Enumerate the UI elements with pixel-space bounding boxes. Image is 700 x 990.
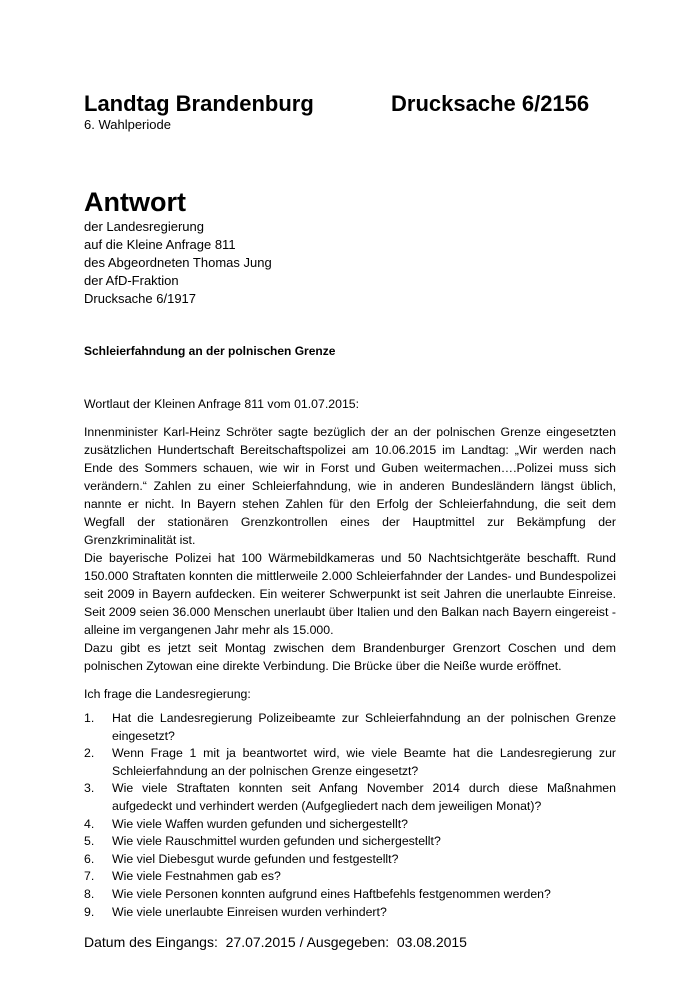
meta-line: auf die Kleine Anfrage 811	[84, 237, 236, 252]
body-paragraph: Dazu gibt es jetzt seit Montag zwischen dem Brandenburger Grenzort Coschen und dem polnischen Zytowan eine direkte Verbindung. Die Brücke über die Neiße wurde eröffnet.	[84, 641, 616, 673]
question-number: 6.	[84, 851, 95, 866]
question-text: Wie viele unerlaubte Einreisen wurden verhindert?	[112, 904, 387, 919]
question-list	[84, 710, 616, 921]
meta-line: Drucksache 6/1917	[84, 291, 197, 306]
meta-line: der Landesregierung	[84, 219, 204, 234]
antwort-meta	[84, 218, 272, 308]
question-number: 8.	[84, 886, 95, 901]
body-paragraph: Innenminister Karl-Heinz Schröter sagte bezüglich der an der polnischen Grenze eingesetzten zusätzlichen Hundertschaft Bereitschaftspolizei am 10.06.2015 im Landtag: „Wir werden nach Ende des Sommers schauen, wie wir in Forst und Guben weitermachen….Polizei muss sich verändern.“ Zahlen zu einer Schleierfahndung, wie in anderen Bundesländern längst üblich, nannte er nicht. In Bayern stehen Zahlen für den Erfolg der Schleierfahndung, die seit dem Wegfall der stationären Grenzkontrollen eines der Hauptmittel zur Bekämpfung der Grenzkriminalität ist.	[84, 425, 616, 547]
meta-line: des Abgeordneten Thomas Jung	[84, 255, 272, 270]
question-item	[84, 868, 616, 886]
question-number: 3.	[84, 781, 95, 796]
question-number: 5.	[84, 834, 95, 849]
question-number: 4.	[84, 816, 95, 831]
question-item	[84, 851, 616, 869]
question-text: Wie viele Festnahmen gab es?	[112, 869, 281, 884]
question-item	[84, 833, 616, 851]
wahlperiode: 6. Wahlperiode	[84, 117, 171, 132]
question-text: Wie viele Personen konnten aufgrund eines Haftbefehls festgenommen werden?	[112, 886, 551, 901]
question-item	[84, 816, 616, 834]
drucksache-number: Drucksache 6/2156	[391, 91, 590, 116]
question-item	[84, 710, 616, 745]
question-item	[84, 745, 616, 780]
question-text: Wie viel Diebesgut wurde gefunden und festgestellt?	[112, 851, 399, 866]
question-item	[84, 886, 616, 904]
parliament-title: Landtag Brandenburg	[84, 91, 314, 116]
question-number: 9.	[84, 904, 95, 919]
question-text: Wie viele Waffen wurden gefunden und sichergestellt?	[112, 816, 408, 831]
body-text	[84, 423, 616, 675]
question-text: Hat die Landesregierung Polizeibeamte zur Schleierfahndung an der polnischen Grenze eingesetzt?	[112, 711, 616, 743]
body-paragraph: Die bayerische Polizei hat 100 Wärmebildkameras und 50 Nachtsichtgeräte beschafft. Rund 150.000 Straftaten konnten die mittlerweile 2.000 Schleierfahnder der Landes- und Bundespolizei seit 2009 in Bayern aufdecken. Ein weiterer Schwerpunkt ist seit Jahren die unerlaubte Einreise. Seit 2009 seien 36.000 Menschen unerlaubt über Italien und den Balkan nach Bayern eingereist - alleine im vergangenen Jahr mehr als 15.000.	[84, 551, 616, 637]
footer-dates: Datum des Eingangs: 27.07.2015 / Ausgegeben: 03.08.2015	[84, 934, 467, 950]
wortlaut-line: Wortlaut der Kleinen Anfrage 811 vom 01.07.2015:	[84, 397, 360, 411]
meta-line: der AfD-Fraktion	[84, 273, 179, 288]
subject-heading: Schleierfahndung an der polnischen Grenze	[84, 344, 336, 358]
question-item	[84, 780, 616, 815]
question-text: Wenn Frage 1 mit ja beantwortet wird, wie viele Beamte hat die Landesregierung zur Schleierfahndung an der polnischen Grenze eingesetzt?	[112, 746, 616, 778]
frage-intro: Ich frage die Landesregierung:	[84, 687, 251, 701]
question-number: 1.	[84, 711, 95, 725]
question-text: Wie viele Rauschmittel wurden gefunden und sichergestellt?	[112, 834, 441, 849]
question-text: Wie viele Straftaten konnten seit Anfang November 2014 durch diese Maßnahmen aufgedeckt und verhindert werden (Aufgegliedert nach dem jeweiligen Monat)?	[112, 781, 616, 813]
question-number: 2.	[84, 746, 95, 761]
question-number: 7.	[84, 869, 95, 884]
antwort-title: Antwort	[84, 187, 186, 217]
question-item	[84, 904, 616, 922]
